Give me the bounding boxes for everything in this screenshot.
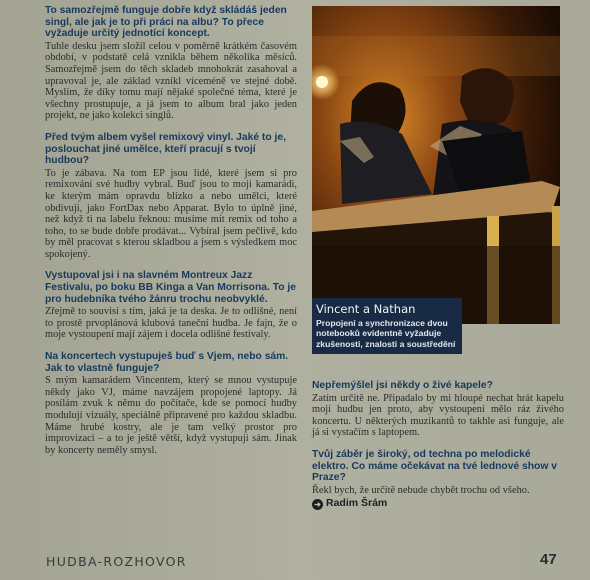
section-label: HUDBA-ROZHOVOR bbox=[46, 554, 187, 569]
qa-block bbox=[45, 351, 297, 456]
arrow-right-circle-icon: ➜ bbox=[312, 499, 323, 510]
interview-answer: To je zábava. Na tom EP jsou lidé, které jsem si pro remixování své hudby vybral. Buď jsou to moji kamarádi, ke kterým mám opravdu blízko a nebo umělci, které obdivuji, jako FortDax nebo Apparat. Bylo to úplně jiné, než když ti na labelu řeknou: musíme mít remix od toho a toho, to se bude dobře prodávat... Vybíral jsem pečlivě, kdo by měl pracovat s kterou skladbou a jsem s výsledkem moc spokojený. bbox=[45, 167, 297, 260]
qa-block bbox=[312, 380, 564, 439]
photo-illustration bbox=[312, 6, 560, 324]
qa-block bbox=[45, 5, 297, 122]
interview-answer: Řekl bych, že určitě nebude chybět trochu od všeho. bbox=[312, 484, 530, 496]
interview-column-right bbox=[312, 380, 564, 510]
interview-question: To samozřejmě funguje dobře když skládáš jeden singl, ale jak je to při práci na albu? To přece vyžaduje určitý jednotící koncept. bbox=[45, 5, 287, 40]
interview-question: Na koncertech vystupuješ buď s Vjem, nebo sám. Jak to vlastně funguje? bbox=[45, 351, 289, 374]
author-signature bbox=[312, 497, 564, 510]
interview-answer: Zřejmě to souvisí s tím, jaká je ta deska. Je to odlišné, není to prostě prvoplánová klubová taneční hudba. Je fajn, že o moje vystoupení mají zájem i docela odlišné festivaly. bbox=[45, 306, 297, 341]
interview-answer: S mým kamarádem Vincentem, který se mnou vystupuje někdy jako VJ, máme navzájem propojené laptopy. Já posílám zvuk k němu do počítače, kde se pomocí hudby modulují vizuály, speciálně připravené pro každou skladbu. Máme hrubé kostry, ale je tam velký prostor pro improvizaci – a to je ještě větší, když vystupuji sám. Jinak by koncerty neměly smysl. bbox=[45, 375, 297, 456]
concert-photo bbox=[312, 6, 560, 324]
author-name: Radim Šrám bbox=[326, 497, 388, 510]
caption-title: Vincent a Nathan bbox=[316, 302, 416, 316]
interview-question: Vystupoval jsi i na slavném Montreux Jazz Festivalu, po boku BB Kinga a Van Morrisona. To je pro hudebníka tvého žánru trochu neobvyklé. bbox=[45, 270, 296, 305]
interview-question: Před tvým albem vyšel remixový vinyl. Jaké to je, poslouchat jiné umělce, kteří pracují s tvojí hudbou? bbox=[45, 131, 286, 167]
interview-question: Tvůj záběr je široký, od techna po melodické elektro. Co máme očekávat na tvé lednové show v Praze? bbox=[312, 448, 557, 484]
interview-column-left bbox=[45, 5, 297, 466]
interview-question: Nepřemýšlel jsi někdy o živé kapele? bbox=[312, 380, 493, 391]
photo-caption bbox=[312, 298, 462, 354]
qa-block bbox=[312, 449, 564, 510]
interview-answer: Zatím určitě ne. Připadalo by mi hloupé nechat hrát kapelu mojí hudbu jen proto, aby vystoupení mělo ráz živého koncertu. U některých muzikantů to takhle asi funguje, ale já si vystačím s laptopem. bbox=[312, 392, 564, 439]
page-number: 47 bbox=[540, 551, 557, 568]
qa-block bbox=[45, 270, 297, 341]
qa-block bbox=[45, 132, 297, 261]
caption-text: Propojení a synchronizace dvou notebooků evidentně vyžaduje zkušenosti, znalosti a soustředění bbox=[316, 318, 456, 349]
interview-answer: Tuhle desku jsem složil celou v poměrně krátkém časovém období, v podstatě celá vznikla během několika měsíců. Samozřejmě jsem do těch skladeb mnohokrát zasahoval a upravoval je, ale základ vznikl víceméně ve stejné době. Myslím, že díky tomu mají nějaké společné téma, které je všechny prostupuje, a já jsem to album bral jako jeden projekt, ne jako kolekci singlů. bbox=[45, 40, 297, 122]
